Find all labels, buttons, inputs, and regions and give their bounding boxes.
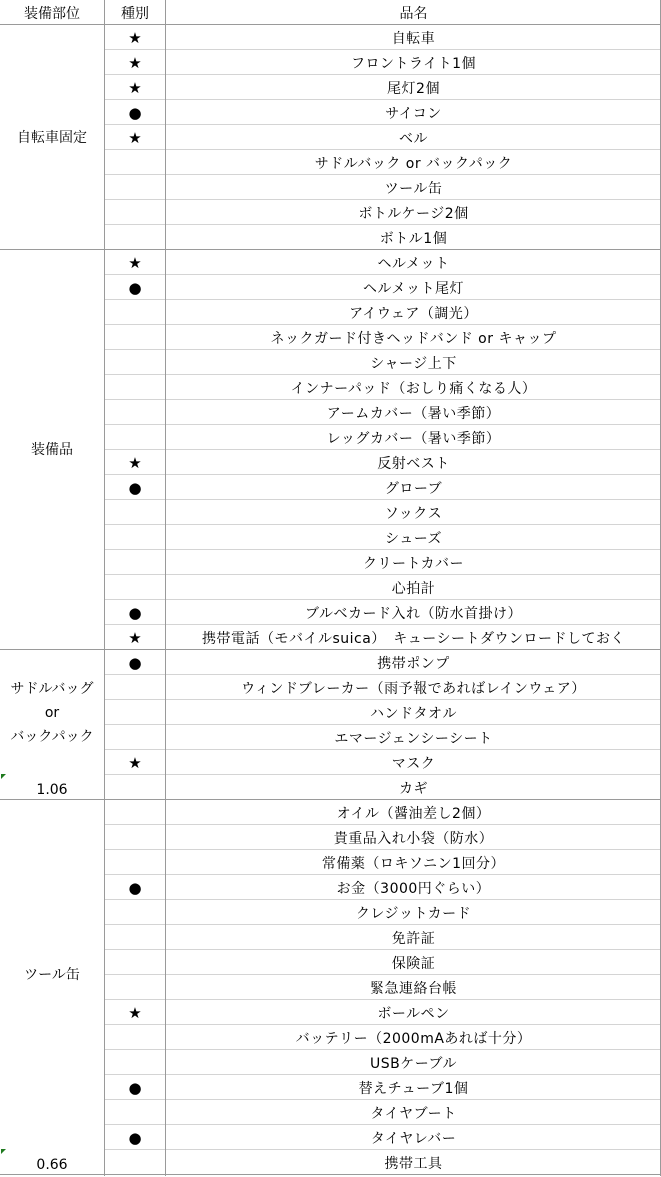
- group-label: [0, 250, 104, 650]
- kind-cell: [105, 150, 165, 175]
- item-name: ベル: [399, 130, 428, 147]
- item-name: バッテリー（2000mAあれば十分）: [295, 1030, 532, 1047]
- item-name: サドルバック or バックパック: [314, 155, 513, 172]
- item-name: サイコン: [385, 105, 442, 122]
- item-name: 緊急連絡台帳: [370, 980, 457, 997]
- item-name: オイル（醤油差し2個）: [336, 805, 491, 822]
- required-star-mark: ★: [128, 753, 142, 772]
- item-name: 携帯ポンプ: [377, 655, 450, 672]
- kind-cell: [105, 350, 165, 375]
- item-name: マスク: [391, 755, 436, 772]
- group-label: [0, 650, 104, 775]
- required-star-mark: ★: [128, 28, 142, 47]
- column-divider: [104, 0, 105, 1176]
- kind-cell: [105, 525, 165, 550]
- item-name: カギ: [399, 780, 428, 797]
- kind-cell: [105, 675, 165, 700]
- group-label: [0, 25, 104, 250]
- recommended-circle-mark: ●: [128, 878, 142, 897]
- kind-cell: [105, 1100, 165, 1125]
- required-star-mark: ★: [128, 128, 142, 147]
- item-name: シューズ: [384, 530, 443, 547]
- item-name: クレジットカード: [355, 905, 472, 922]
- item-name: ネックガード付きヘッドバンド or キャップ: [270, 330, 557, 347]
- item-name: 貴重品入れ小袋（防水）: [333, 830, 494, 847]
- required-star-mark: ★: [128, 78, 142, 97]
- item-name: お金（3000円ぐらい）: [336, 880, 491, 897]
- item-name: 反射ベスト: [377, 455, 450, 472]
- item-name: ボールペン: [377, 1005, 450, 1022]
- group-weight-note: 0.66: [36, 1156, 68, 1173]
- kind-cell: [105, 175, 165, 200]
- kind-cell: [105, 950, 165, 975]
- item-name: ツール缶: [384, 180, 443, 197]
- header-name: 品名: [399, 5, 428, 22]
- item-name: クリートカバー: [362, 555, 465, 572]
- required-star-mark: ★: [128, 1003, 142, 1022]
- item-name: ブルベカード入れ（防水首掛け）: [305, 605, 522, 622]
- kind-cell: [105, 775, 165, 800]
- group-label-line: 自転車固定: [17, 129, 87, 146]
- item-name: アームカバー（暑い季節）: [326, 405, 501, 422]
- item-name: 常備薬（ロキソニン1回分）: [321, 855, 506, 872]
- recommended-circle-mark: ●: [128, 1128, 142, 1147]
- kind-cell: [105, 800, 165, 825]
- kind-cell: [105, 975, 165, 1000]
- kind-cell: [105, 325, 165, 350]
- required-star-mark: ★: [128, 453, 142, 472]
- column-divider: [165, 0, 166, 1176]
- group-label-line: or: [44, 704, 60, 721]
- group-label-line: 装備品: [31, 442, 73, 458]
- item-name: 替えチューブ1個: [358, 1080, 469, 1097]
- group-label-line: ツール缶: [24, 967, 80, 983]
- item-name: ウィンドブレーカー（雨予報であればレインウェア）: [241, 680, 586, 697]
- kind-cell: [105, 825, 165, 850]
- kind-cell: [105, 1025, 165, 1050]
- item-name: タイヤブート: [370, 1105, 457, 1122]
- kind-cell: [105, 500, 165, 525]
- recommended-circle-mark: ●: [128, 478, 142, 497]
- group-weight-note: 1.06: [36, 781, 68, 798]
- kind-cell: [105, 400, 165, 425]
- item-name: ヘルメット尾灯: [362, 280, 465, 297]
- recommended-circle-mark: ●: [128, 653, 142, 672]
- header-kind: 種別: [121, 5, 149, 22]
- kind-cell: [105, 850, 165, 875]
- kind-cell: [105, 300, 165, 325]
- item-name: レッグカバー（暑い季節）: [326, 430, 501, 447]
- group-label-line: サドルバッグ: [10, 680, 94, 697]
- kind-cell: [105, 900, 165, 925]
- item-name: 免許証: [391, 930, 436, 947]
- item-name: ハンドタオル: [370, 705, 457, 722]
- item-name: 携帯工具: [384, 1155, 443, 1172]
- kind-cell: [105, 225, 165, 250]
- item-name: 心拍計: [391, 580, 436, 597]
- item-name: ソックス: [384, 505, 443, 522]
- kind-cell: [105, 200, 165, 225]
- required-star-mark: ★: [128, 253, 142, 272]
- kind-cell: [105, 575, 165, 600]
- kind-cell: [105, 700, 165, 725]
- group-label-line: バックパック: [10, 728, 94, 745]
- item-name: ヘルメット: [377, 255, 450, 272]
- kind-cell: [105, 925, 165, 950]
- kind-cell: [105, 375, 165, 400]
- item-name: 自転車: [391, 30, 436, 47]
- item-name: 保険証: [391, 955, 436, 972]
- recommended-circle-mark: ●: [128, 603, 142, 622]
- kind-cell: [105, 1050, 165, 1075]
- kind-cell: [105, 425, 165, 450]
- item-name: タイヤレバー: [370, 1130, 457, 1147]
- item-name: エマージェンシーシート: [334, 730, 493, 747]
- required-star-mark: ★: [128, 53, 142, 72]
- kind-cell: [105, 725, 165, 750]
- item-name: インナーパッド（おしり痛くなる人）: [290, 380, 537, 397]
- item-name: ボトル1個: [379, 230, 448, 247]
- item-name: アイウェア（調光）: [349, 305, 478, 322]
- item-name: グローブ: [384, 480, 443, 497]
- item-name: フロントライト1個: [351, 55, 476, 72]
- item-name: ボトルケージ2個: [358, 205, 469, 222]
- item-name: 携帯電話（モバイルsuica） キューシートダウンロードしておく: [201, 630, 626, 647]
- kind-cell: [105, 1150, 165, 1175]
- item-name: シャージ上下: [370, 355, 457, 372]
- header-location: 装備部位: [24, 5, 80, 22]
- kind-cell: [105, 550, 165, 575]
- recommended-circle-mark: ●: [128, 103, 142, 122]
- item-name: USBケーブル: [370, 1055, 457, 1072]
- header-divider: [0, 24, 661, 25]
- required-star-mark: ★: [128, 628, 142, 647]
- item-name: 尾灯2個: [387, 80, 440, 97]
- recommended-circle-mark: ●: [128, 278, 142, 297]
- group-label: [0, 800, 104, 1150]
- recommended-circle-mark: ●: [128, 1078, 142, 1097]
